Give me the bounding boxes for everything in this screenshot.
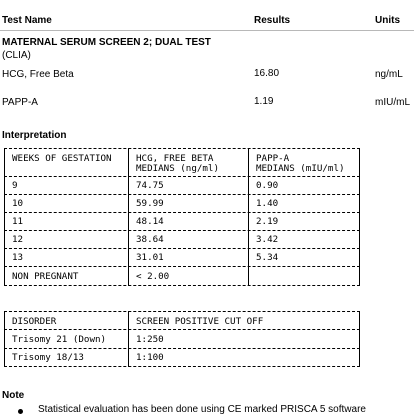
cutoff-header-disorder: DISORDER bbox=[12, 316, 57, 327]
results-header: Results bbox=[254, 15, 291, 26]
medians-cell: 0.90 bbox=[256, 180, 279, 191]
medians-header-pappa: PAPP-A bbox=[256, 153, 290, 164]
medians-cell: 12 bbox=[12, 234, 24, 245]
test-row-unit: ng/mL bbox=[375, 69, 403, 80]
test-name-header: Test Name bbox=[2, 15, 52, 26]
test-row-name: HCG, Free Beta bbox=[2, 69, 74, 80]
cutoff-cell: 1:100 bbox=[136, 352, 164, 363]
cutoff-cell: Trisomy 18/13 bbox=[12, 352, 84, 363]
panel-method: (CLIA) bbox=[2, 50, 31, 61]
medians-cell: 2.19 bbox=[256, 216, 279, 227]
medians-cell: 10 bbox=[12, 198, 24, 209]
gestation-medians-table bbox=[4, 145, 360, 287]
test-row-result: 16.80 bbox=[254, 68, 280, 79]
screen-cutoff-table bbox=[4, 308, 360, 370]
cutoff-header-value: SCREEN POSITIVE CUT OFF bbox=[136, 316, 264, 327]
test-row-unit: mIU/mL bbox=[375, 97, 410, 108]
test-row-result: 1.19 bbox=[254, 96, 274, 107]
medians-cell: 5.34 bbox=[256, 252, 279, 263]
test-row-name: PAPP-A bbox=[2, 97, 38, 108]
medians-subheader-hcg: MEDIANS (ng/ml) bbox=[136, 163, 219, 174]
medians-cell: 3.42 bbox=[256, 234, 279, 245]
bullet-icon bbox=[18, 409, 23, 414]
cutoff-cell: 1:250 bbox=[136, 334, 164, 345]
medians-subheader-pappa: MEDIANS (mIU/ml) bbox=[256, 163, 345, 174]
medians-cell: 31.01 bbox=[136, 252, 164, 263]
note-title: Note bbox=[2, 390, 25, 401]
medians-cell: 59.99 bbox=[136, 198, 164, 209]
medians-cell: 9 bbox=[12, 180, 18, 191]
medians-cell: 11 bbox=[12, 216, 24, 227]
header-divider bbox=[0, 30, 414, 31]
medians-header-weeks: WEEKS OF GESTATION bbox=[12, 153, 112, 164]
note-item: Statistical evaluation has been done using CE marked PRISCA 5 software bbox=[38, 404, 366, 415]
medians-cell: NON PREGNANT bbox=[12, 271, 79, 282]
medians-cell: 48.14 bbox=[136, 216, 164, 227]
medians-cell: 13 bbox=[12, 252, 24, 263]
panel-title: MATERNAL SERUM SCREEN 2; DUAL TEST bbox=[2, 37, 211, 48]
units-header: Units bbox=[375, 15, 400, 26]
medians-cell: 38.64 bbox=[136, 234, 164, 245]
medians-header-hcg: HCG, FREE BETA bbox=[136, 153, 214, 164]
medians-cell: < 2.00 bbox=[136, 271, 170, 282]
interpretation-title: Interpretation bbox=[2, 130, 67, 141]
medians-cell: 1.40 bbox=[256, 198, 279, 209]
medians-cell: 74.75 bbox=[136, 180, 164, 191]
cutoff-cell: Trisomy 21 (Down) bbox=[12, 334, 107, 345]
